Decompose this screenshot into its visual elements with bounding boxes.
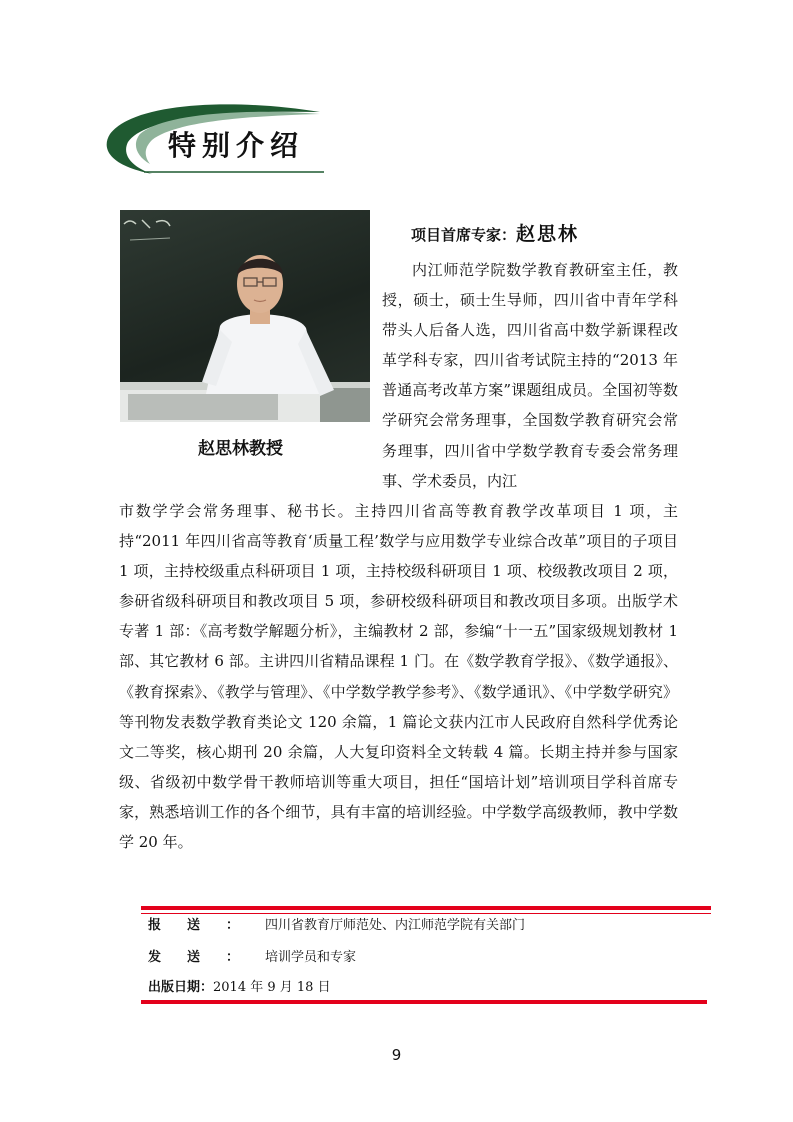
bio-paragraph-beside-photo: 内江师范学院数学教育教研室主任，教授，硕士，硕士生导师，四川省中青年学科带头人后备人选，四川省高中数学新课程改革学科专家，四川省考试院主持的“2013 年普通高考改革方案”课题组成员。全国初等数学研究会常务理事，全国数学教育研究会常务理事，四川省中学数学教育专委会常务理事、学术委员，内江	[382, 261, 678, 490]
section-banner	[104, 100, 326, 180]
expert-name: 赵思林	[516, 223, 580, 245]
expert-heading	[411, 219, 579, 246]
red-rule-top	[141, 906, 711, 910]
publish-date-row	[148, 976, 331, 995]
send-to-row	[148, 914, 525, 933]
send-to-value: 四川省教育厅师范处、内江师范学院有关部门	[265, 918, 526, 933]
copy-to-row	[148, 946, 356, 965]
expert-heading-label: 项目首席专家：	[411, 226, 517, 244]
publish-date-label: 出版日期：	[148, 980, 214, 995]
red-rule-bottom	[141, 1000, 707, 1004]
portrait-photo	[120, 210, 370, 422]
bio-paragraph-full-width: 市数学学会常务理事、秘书长。主持四川省高等教育教学改革项目 1 项，主持“2011 年四川省高等教育‘质量工程’数学与应用数学专业综合改革”项目的子项目 1 项，主持校级重点科研项目 1 项，主持校级科研项目 1 项、校级教改项目 2 项，参研省级科研项目和教改项目 5 项，参研校级科研项目和教改项目多项。出版学术专著 1 部：《高考数学解题分析》，主编教材 2 部，参编“十一五”国家级规划教材 1 部、其它教材 6 部。主讲四川省精品课程 1 门。在《数学教育学报》、《数学通报》、《教育探索》、《教学与管理》、《中学数学教学参考》、《数学通讯》、《中学数学研究》等刊物发表数学教育类论文 120 余篇，1 篇论文获内江市人民政府自然科学优秀论文二等奖，核心期刊 20 余篇，人大复印资料全文转载 4 篇。长期主持并参与国家级、省级初中数学骨干教师培训等重大项目，担任“国培计划”培训项目学科首席专家，熟悉培训工作的各个细节，具有丰富的培训经验。中学数学高级教师，教中学数学 20 年。	[119, 502, 678, 852]
banner-title: 特别介绍	[168, 129, 305, 162]
photo-caption: 赵思林教授	[198, 439, 283, 459]
page-number: 9	[391, 1046, 402, 1064]
send-to-label: 报送：	[148, 918, 266, 933]
copy-to-label: 发送：	[148, 950, 266, 965]
publish-date-value: 2014 年 9 月 18 日	[213, 980, 331, 995]
copy-to-value: 培训学员和专家	[265, 950, 357, 965]
